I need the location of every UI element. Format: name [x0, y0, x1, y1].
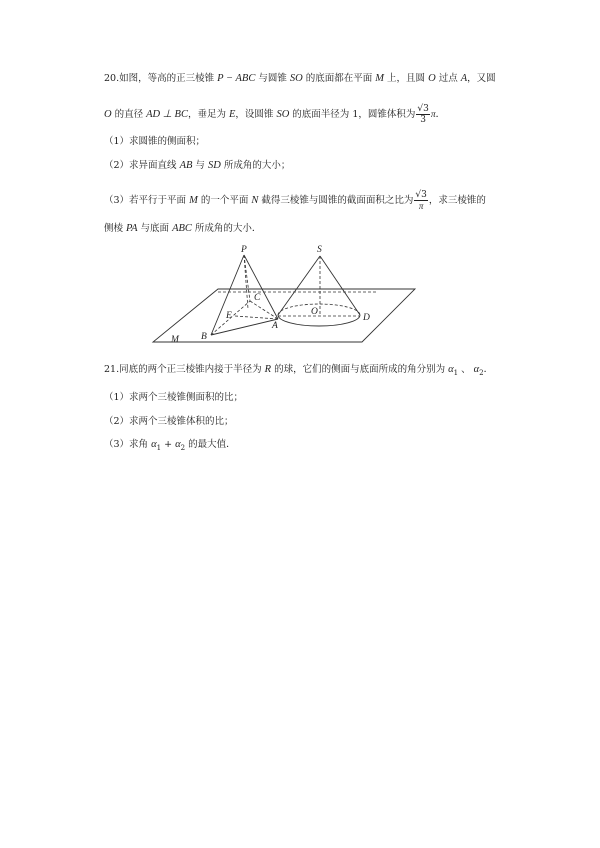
math: O — [104, 109, 112, 120]
text: （3）若平行于平面 — [104, 195, 190, 206]
edge-pb — [211, 255, 244, 335]
math: M — [189, 195, 198, 206]
math: α — [473, 364, 480, 375]
math: A — [460, 73, 468, 84]
text: ． — [435, 109, 446, 120]
math: O — [428, 73, 436, 84]
text: + — [161, 439, 176, 450]
math: N — [251, 195, 259, 206]
text: ，设圆锥 — [235, 109, 277, 120]
text: 的一个平面 — [197, 195, 252, 206]
label-m: M — [171, 335, 179, 345]
text: 截得三棱锥与圆锥的截面面积之比为 — [258, 195, 414, 206]
p21-q3 — [104, 438, 236, 455]
fraction-numerator: √3 — [417, 104, 429, 114]
math: α — [175, 439, 181, 450]
cone-base-back-mask — [278, 304, 360, 315]
p21-q2 — [104, 415, 234, 429]
plane-m — [153, 289, 415, 342]
segment-ea — [235, 316, 278, 319]
edge-pa — [244, 255, 278, 319]
text: （1）求圆锥的侧面积； — [104, 136, 206, 147]
text: 与底面 — [137, 223, 173, 234]
text: ，又圆 — [467, 73, 496, 84]
math: SD — [207, 160, 221, 171]
text: 侧棱 — [104, 223, 127, 234]
fraction-denominator: π — [418, 201, 424, 211]
p21-line-1 — [104, 363, 493, 380]
text: 上，且圆 — [384, 73, 429, 84]
cone-base-back — [278, 304, 360, 315]
subscript: 2 — [479, 368, 484, 377]
math: α — [448, 364, 454, 375]
text: （1）求两个三棱锥侧面积的比； — [104, 392, 244, 403]
math: AD ⊥ BC — [146, 109, 188, 120]
text: 所成角的大小． — [191, 223, 262, 234]
text: 21.同底的两个正三棱锥内接于半径为 — [104, 364, 265, 375]
math: AB — [179, 160, 193, 171]
label-c: C — [254, 293, 261, 303]
text: ，求三棱锥的 — [428, 195, 486, 206]
text: 的直径 — [111, 109, 147, 120]
math: R — [264, 364, 272, 375]
text: 所成角的大小； — [220, 160, 291, 171]
subscript: 1 — [156, 443, 162, 452]
math: SO — [276, 109, 290, 120]
math: E — [228, 109, 236, 120]
text: 的底面半径为 1，圆锥体积为 — [289, 109, 416, 120]
fraction-denominator: 3 — [420, 115, 426, 125]
p21-q1 — [104, 391, 243, 405]
math: PA — [126, 223, 138, 234]
text: 过点 — [435, 73, 461, 84]
text: ，垂足为 — [187, 109, 229, 120]
subscript: 1 — [453, 368, 459, 377]
label-s: S — [317, 245, 322, 255]
label-a: A — [272, 321, 278, 331]
label-b: B — [201, 332, 207, 342]
text: （3）求角 — [104, 439, 152, 450]
text: 20.如图，等高的正三棱锥 — [104, 73, 218, 84]
math: P − ABC — [217, 73, 256, 84]
math: M — [375, 73, 385, 84]
text: 的球，它们的侧面与底面所成的角分别为 — [271, 364, 449, 375]
text: 与圆锥 — [255, 73, 290, 84]
text: （2）求两个三棱锥体积的比； — [104, 416, 234, 427]
label-e: E — [226, 311, 232, 321]
math: ABC — [172, 223, 192, 234]
text: ． — [483, 364, 494, 375]
math: π — [430, 110, 436, 120]
math: α — [151, 439, 157, 450]
text: （2）求异面直线 — [104, 160, 180, 171]
label-d: D — [363, 313, 370, 323]
edge-ca — [250, 301, 278, 319]
text: 、 — [458, 364, 474, 375]
text: 的底面都在平面 — [302, 73, 376, 84]
subscript: 2 — [180, 443, 186, 452]
label-o: O — [311, 307, 318, 317]
text: 与 — [192, 160, 208, 171]
text: 的最大值． — [185, 439, 236, 450]
fraction-numerator: √3 — [415, 190, 427, 200]
math: SO — [289, 73, 303, 84]
label-p: P — [241, 245, 247, 255]
edge-ba — [211, 319, 278, 335]
